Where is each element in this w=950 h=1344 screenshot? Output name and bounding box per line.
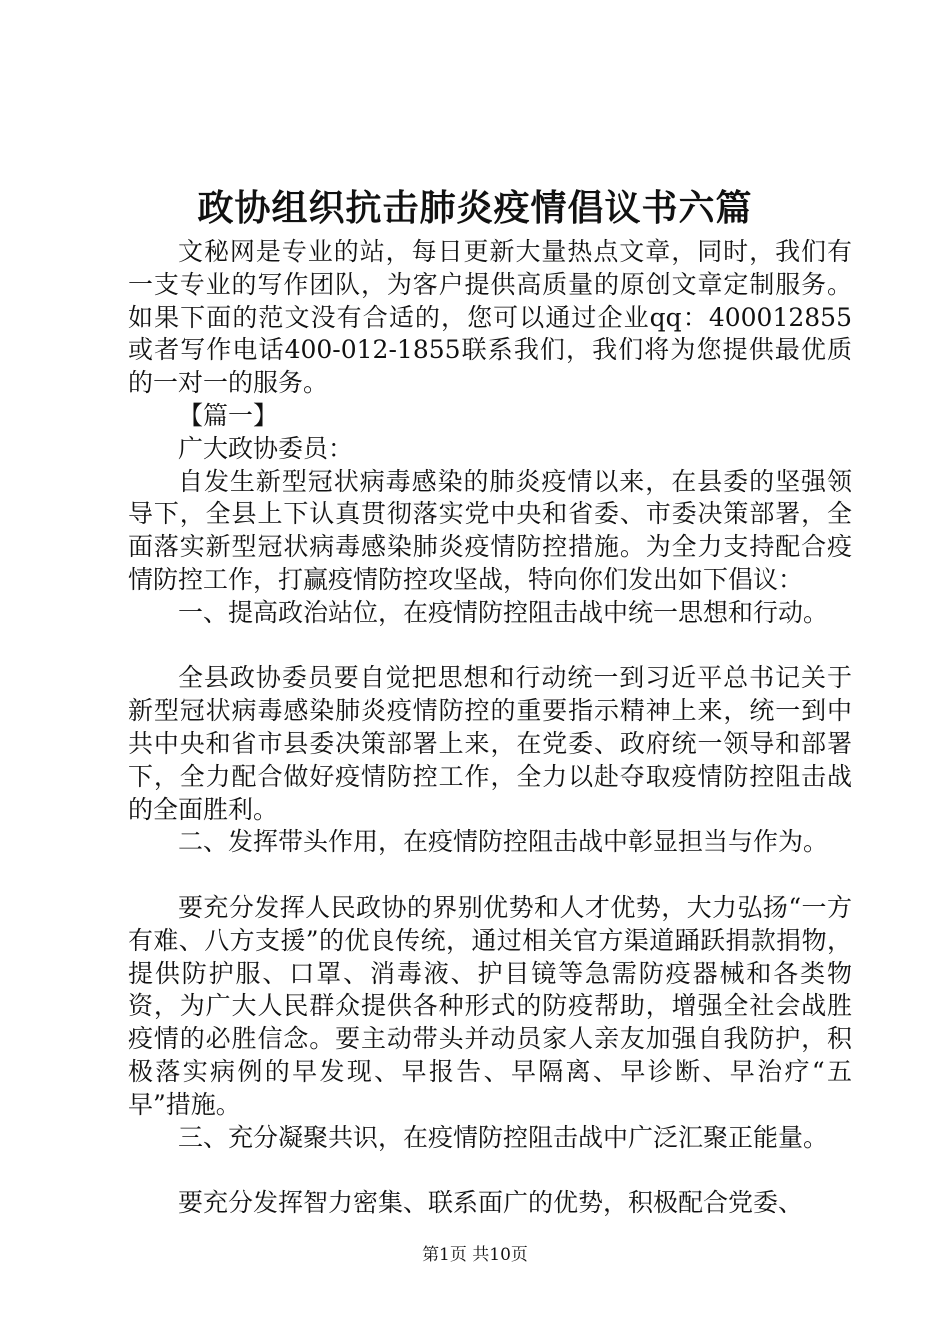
intro-paragraph: 文秘网是专业的站，每日更新大量热点文章，同时，我们有一支专业的写作团队，为客户提供高质量的原创文章定制服务。如果下面的范文没有合适的，您可以通过企业qq：400012855或者写作电话400-012-1855联系我们，我们将为您提供最优质的一对一的服务。 [128,237,852,398]
body-paragraph: 要充分发挥人民政协的界别优势和人才优势，大力弘扬“一方有难、八方支援”的优良传统，通过相关官方渠道踊跃捐款捐物，提供防护服、口罩、消毒液、护目镜等急需防疫器械和各类物资，为广大人民群众提供各种形式的防疫帮助，增强全社会战胜疫情的必胜信念。要主动带头并动员家人亲友加强自我防护，积极落实病例的早发现、早报告、早隔离、早诊断、早治疗“五早”措施。 [128,892,852,1119]
body-paragraph: 要充分发挥智力密集、联系面广的优势，积极配合党委、 [178,1188,804,1218]
salutation: 广大政协委员： [178,433,354,463]
section-heading-2: 二、发挥带头作用，在疫情防控阻击战中彰显担当与作为。 [178,827,829,857]
body-paragraph: 自发生新型冠状病毒感染的肺炎疫情以来，在县委的坚强领导下，全县上下认真贯彻落实党中央和省委、市委决策部署，全面落实新型冠状病毒感染肺炎疫情防控措施。为全力支持配合疫情防控工作，打赢疫情防控攻坚战，特向你们发出如下倡议： [128,466,852,594]
document-body [128,236,852,1220]
section-heading-1: 一、提高政治站位，在疫情防控阻击战中统一思想和行动。 [178,597,829,627]
section-heading-3: 三、充分凝聚共识，在疫情防控阻击战中广泛汇聚正能量。 [178,1122,829,1152]
document-title: 政协组织抗击肺炎疫情倡议书六篇 [197,187,753,229]
section-label: 【篇一】 [178,400,279,430]
page-footer: 第1页 共10页 [422,1245,528,1265]
body-paragraph: 全县政协委员要自觉把思想和行动统一到习近平总书记关于新型冠状病毒感染肺炎疫情防控的重要指示精神上来，统一到中共中央和省市县委决策部署上来，在党委、政府统一领导和部署下，全力配合做好疫情防控工作，全力以赴夺取疫情防控阻击战的全面胜利。 [128,663,852,824]
